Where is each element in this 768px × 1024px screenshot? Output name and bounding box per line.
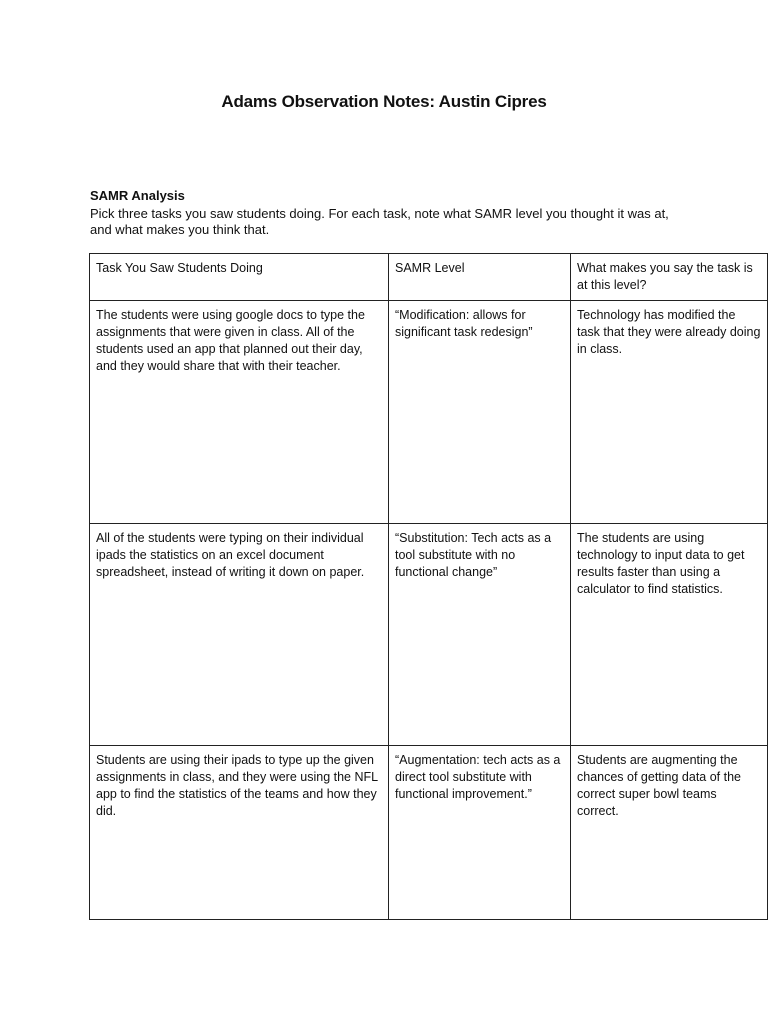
reason-cell: Technology has modified the task that they were already doing in class.	[571, 301, 768, 524]
table-header-row	[90, 254, 768, 301]
reason-cell: Students are augmenting the chances of getting data of the correct super bowl teams correct.	[571, 746, 768, 920]
header-samr-level: SAMR Level	[389, 254, 571, 301]
samr-level-cell: “Substitution: Tech acts as a tool substitute with no functional change”	[389, 524, 571, 746]
table-row	[90, 524, 768, 746]
section-heading: SAMR Analysis	[90, 188, 185, 203]
samr-level-cell: “Modification: allows for significant task redesign”	[389, 301, 571, 524]
task-cell: All of the students were typing on their individual ipads the statistics on an excel document spreadsheet, instead of writing it down on paper.	[90, 524, 389, 746]
table-row	[90, 301, 768, 524]
reason-cell: The students are using technology to input data to get results faster than using a calculator to find statistics.	[571, 524, 768, 746]
header-reason: What makes you say the task is at this level?	[571, 254, 768, 301]
samr-level-cell: “Augmentation: tech acts as a direct tool substitute with functional improvement.”	[389, 746, 571, 920]
task-cell: Students are using their ipads to type up the given assignments in class, and they were using the NFL app to find the statistics of the teams and how they did.	[90, 746, 389, 920]
instructions-text: Pick three tasks you saw students doing. For each task, note what SAMR level you thought it was at, and what makes you think that.	[90, 206, 669, 237]
task-cell: The students were using google docs to type the assignments that were given in class. All of the students used an app that planned out their day, and they would share that with their teacher.	[90, 301, 389, 524]
table-row	[90, 746, 768, 920]
page-title: Adams Observation Notes: Austin Cipres	[221, 92, 547, 111]
header-task: Task You Saw Students Doing	[90, 254, 389, 301]
samr-table	[89, 253, 768, 920]
